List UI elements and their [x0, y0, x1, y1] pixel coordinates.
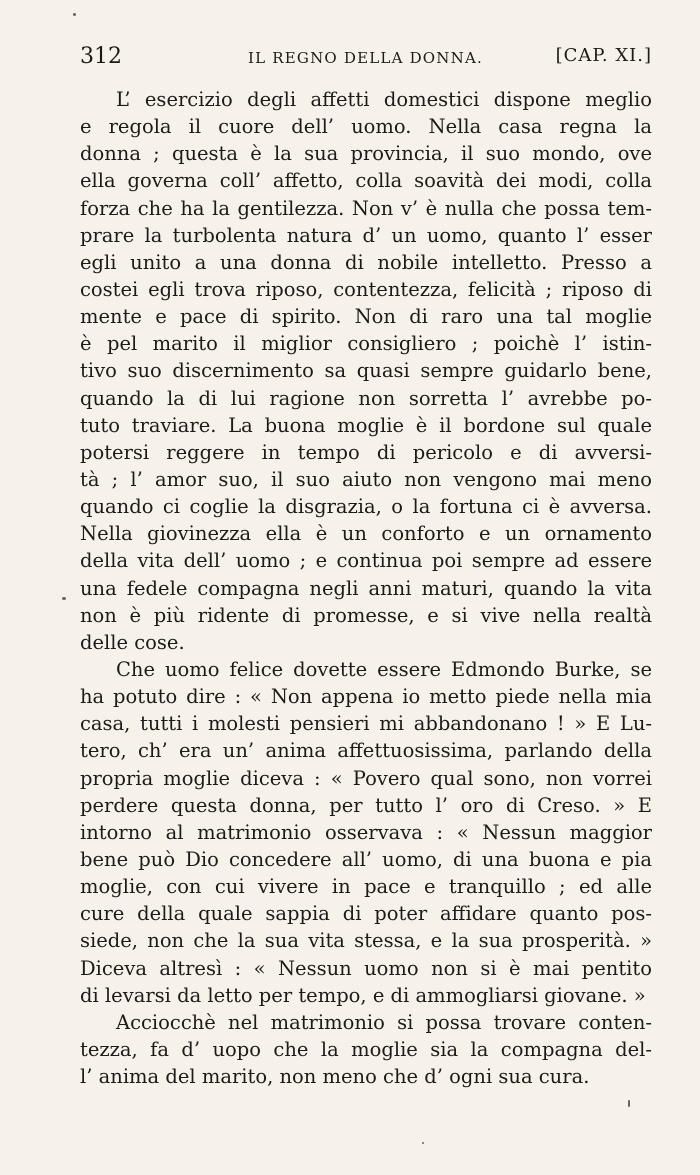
text-line: moglie, con cui vivere in pace e tranquillo ; ed alle: [80, 875, 652, 899]
text-line: potersi reggere in tempo di pericolo e di avversi-: [80, 440, 652, 464]
paper-speck: [628, 1100, 630, 1107]
text-line: mente e pace di spirito. Non di raro una tal moglie: [80, 305, 652, 329]
text-line: perdere questa donna, per tutto l’ oro di Creso. » E: [80, 793, 652, 817]
text-line: della vita dell’ uomo ; e continua poi sempre ad essere: [80, 549, 652, 573]
text-line: Che uomo felice dovette essere Edmondo Burke, se: [116, 657, 652, 681]
text-line: tuto traviare. La buona moglie è il bordone sul quale: [80, 413, 652, 437]
text-line: siede, non che la sua vita stessa, e la sua prosperità. »: [80, 929, 652, 953]
text-line: tero, ch’ era un’ anima affettuosissima, parlando della: [80, 739, 652, 763]
page-number: 312: [80, 44, 122, 69]
text-line: l’ anima del marito, non meno che d’ ogni sua cura.: [80, 1065, 590, 1089]
text-line: ha potuto dire : « Non appena io metto piede nella mia: [80, 685, 652, 709]
text-line: tà ; l’ amor suo, il suo aiuto non vengono mai meno: [80, 467, 652, 491]
text-line: donna ; questa è la sua provincia, il suo mondo, ove: [80, 142, 652, 166]
text-line: quando ci coglie la disgrazia, o la fortuna ci è avversa.: [80, 495, 652, 519]
body-text: [80, 86, 652, 1090]
text-line: tezza, fa d’ uopo che la moglie sia la compagna del-: [80, 1037, 652, 1061]
paper-speck: [422, 1142, 424, 1144]
text-line: egli unito a una donna di nobile intelletto. Presso a: [80, 250, 652, 274]
text-line: casa, tutti i molesti pensieri mi abbandonano ! » E Lu-: [80, 712, 652, 736]
text-line: cure della quale sappia di poter affidare quanto pos-: [80, 902, 652, 926]
paper-speck: [62, 597, 66, 600]
paragraph: [80, 656, 652, 1009]
text-line: quando la di lui ragione non sorretta l’ avrebbe po-: [80, 386, 652, 410]
text-line: ella governa coll’ affetto, colla soavità dei modi, colla: [80, 169, 652, 193]
chapter-label: [CAP. XI.]: [555, 45, 652, 66]
text-line: tivo suo discernimento sa quasi sempre guidarlo bene,: [80, 359, 652, 383]
text-line: non è più ridente di promesse, e si vive nella realtà: [80, 603, 652, 627]
text-line: propria moglie diceva : « Povero qual sono, non vorrei: [80, 766, 652, 790]
text-line: Diceva altresì : « Nessun uomo non si è mai pentito: [80, 956, 652, 980]
paper-speck: [73, 13, 76, 16]
running-title: IL REGNO DELLA DONNA.: [248, 49, 483, 67]
paragraph: [80, 1009, 652, 1090]
text-line: costei egli trova riposo, contentezza, felicità ; riposo di: [80, 277, 652, 301]
text-line: una fedele compagna negli anni maturi, quando la vita: [80, 576, 652, 600]
text-line: bene può Dio concedere all’ uomo, di una buona e pia: [80, 847, 652, 871]
text-line: e regola il cuore dell’ uomo. Nella casa regna la: [80, 115, 652, 139]
text-line: L’ esercizio degli affetti domestici dispone meglio: [116, 88, 652, 111]
text-line: Nella giovinezza ella è un conforto e un ornamento: [80, 522, 652, 546]
text-line: è pel marito il miglior consigliero ; poichè l’ istin-: [80, 332, 652, 356]
text-line: di levarsi da letto per tempo, e di ammogliarsi giovane. »: [80, 983, 646, 1007]
text-line: prare la turbolenta natura d’ un uomo, quanto l’ esser: [80, 223, 652, 247]
text-line: intorno al matrimonio osservava : « Nessun maggior: [80, 820, 652, 844]
text-line: Acciocchè nel matrimonio si possa trovare conten-: [116, 1010, 652, 1034]
text-line: delle cose.: [80, 630, 185, 654]
paragraph: [80, 86, 652, 656]
page-header: [80, 44, 652, 74]
text-line: forza che ha la gentilezza. Non v’ è nulla che possa tem-: [80, 196, 652, 220]
